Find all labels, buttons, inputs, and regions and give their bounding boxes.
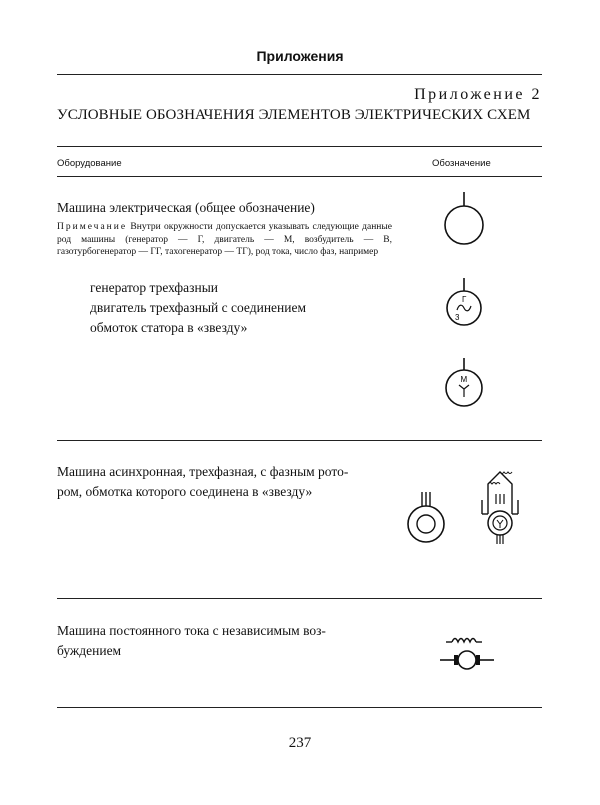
page-title: УСЛОВНЫЕ ОБОЗНАЧЕНИЯ ЭЛЕМЕНТОВ ЭЛЕКТРИЧЕСКИХ СХЕМ bbox=[57, 107, 531, 123]
async-machine-symbol-simple bbox=[402, 488, 452, 548]
appendix-label: Приложение 2 bbox=[414, 86, 542, 103]
example-line-1: генератор трехфазныи bbox=[90, 280, 219, 295]
row-1-note bbox=[57, 221, 392, 259]
electric-machine-symbol bbox=[438, 190, 494, 252]
field-winding-icon bbox=[452, 639, 476, 643]
table-bottom-rule bbox=[57, 707, 542, 708]
column-header-designation: Обозначение bbox=[432, 158, 491, 169]
header-rule bbox=[57, 74, 542, 75]
row-1-title: Машина электрическая (общее обозначение) bbox=[57, 200, 315, 215]
example-line-3: обмоток статора в «звезду» bbox=[90, 320, 248, 335]
table-top-rule bbox=[57, 146, 542, 147]
column-header-equipment: Оборудование bbox=[57, 158, 122, 169]
dc-machine-symbol bbox=[438, 630, 498, 672]
note-label: Примечание bbox=[57, 222, 128, 232]
note-text: Внутри окружности допускается указывать следующие данные род машины (генератор — Г, двигатель — М, возбудитель — В, газотурбогенератор — ГГ, тахогенератор — ТГ), род тока, число фаз, например bbox=[57, 222, 392, 257]
stator-delta-icon bbox=[488, 472, 512, 514]
table-header-rule bbox=[57, 176, 542, 177]
row-2-divider bbox=[57, 598, 542, 599]
async-machine-symbol-detailed bbox=[476, 470, 536, 548]
generator-letter: Г bbox=[462, 295, 467, 304]
three-phase-motor-star-symbol bbox=[438, 356, 494, 416]
three-phase-generator-symbol bbox=[438, 276, 494, 336]
generator-phase: 3 bbox=[455, 313, 460, 322]
row-3-title-line-1: Машина постоянного тока с независимым воз- bbox=[57, 623, 326, 638]
ac-wave-icon bbox=[457, 305, 471, 311]
row-2-title-line-1: Машина асинхронная, трехфазная, с фазным рото- bbox=[57, 464, 349, 479]
row-3-title-line-2: буждением bbox=[57, 643, 122, 658]
rotor-star-icon bbox=[497, 520, 500, 524]
row-1-divider bbox=[57, 440, 542, 441]
example-line-2: двигатель трехфазный с соединением bbox=[90, 300, 307, 315]
row-2-title-line-2: ром, обмотка которого соединена в «звезду» bbox=[57, 484, 313, 499]
star-icon bbox=[459, 385, 464, 389]
running-header: Приложения bbox=[256, 48, 344, 64]
page-number: 237 bbox=[288, 735, 312, 751]
motor-letter: М bbox=[460, 375, 468, 384]
